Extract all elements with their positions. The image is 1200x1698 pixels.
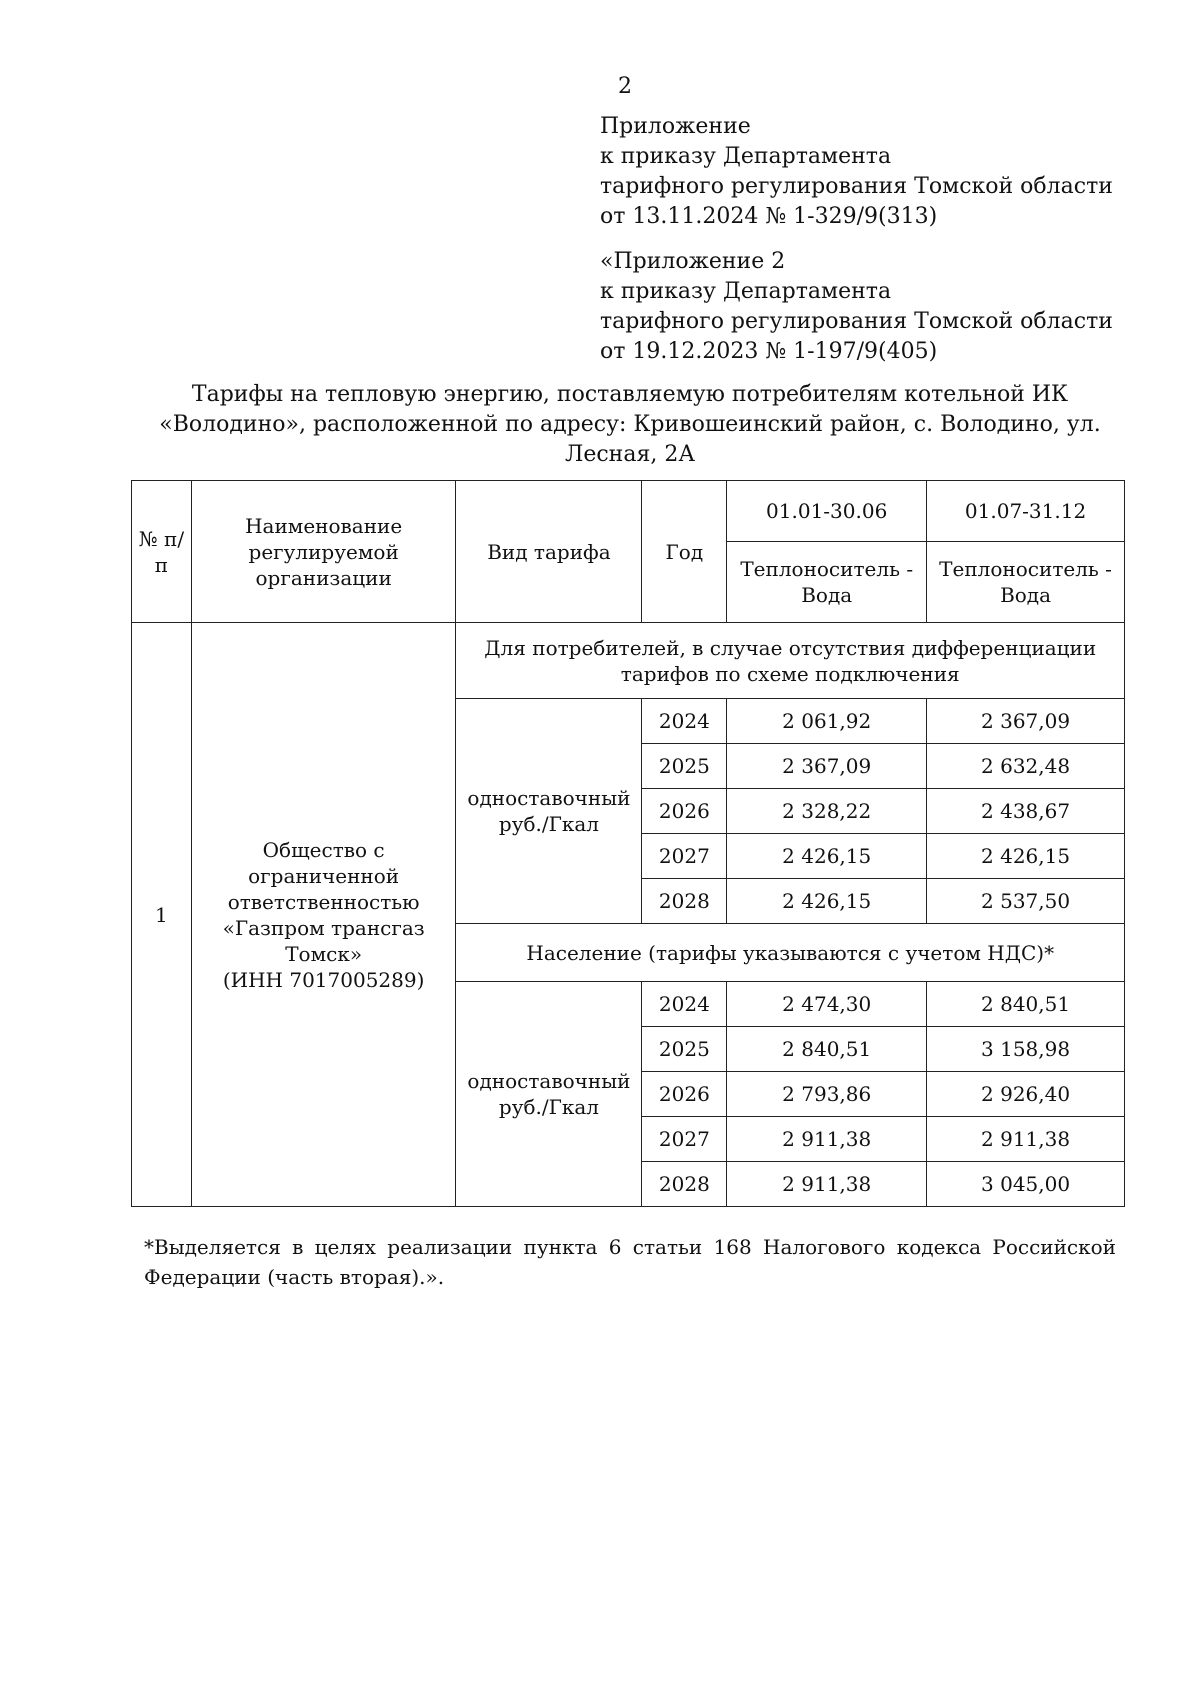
- tariff-value: 2 438,67: [927, 789, 1125, 834]
- tariff-value: 2 840,51: [927, 982, 1125, 1027]
- section-title: Для потребителей, в случае отсутствия дифференциации тарифов по схеме подключения: [456, 623, 1125, 699]
- year-cell: 2024: [642, 982, 727, 1027]
- header-organization: Наименование регулируемой организации: [191, 481, 456, 623]
- organization-line: Томск»: [285, 941, 363, 966]
- tariff-value: 3 158,98: [927, 1027, 1125, 1072]
- header-coolant-2: Теплоноситель - Вода: [927, 542, 1125, 623]
- year-cell: 2028: [642, 879, 727, 924]
- organization-line: Общество с: [262, 837, 385, 862]
- appendix-line: Приложение: [600, 114, 751, 139]
- year-cell: 2025: [642, 1027, 727, 1072]
- tariff-value: 2 793,86: [727, 1072, 927, 1117]
- organization-name: [191, 623, 456, 1207]
- page-number: 2: [618, 74, 632, 99]
- tariff-value: 2 911,38: [927, 1117, 1125, 1162]
- appendix-line: от 19.12.2023 № 1-197/9(405): [600, 339, 938, 364]
- tariff-value: 3 045,00: [927, 1162, 1125, 1207]
- header-period-1: 01.01-30.06: [727, 481, 927, 542]
- year-cell: 2025: [642, 744, 727, 789]
- tariff-value: 2 367,09: [727, 744, 927, 789]
- tariff-value: 2 840,51: [727, 1027, 927, 1072]
- tariff-value: 2 367,09: [927, 699, 1125, 744]
- tariff-type-cell: одноставочный руб./Гкал: [456, 982, 642, 1207]
- organization-line: «Газпром трансгаз: [222, 915, 425, 940]
- tariff-value: 2 426,15: [727, 834, 927, 879]
- tariff-value: 2 632,48: [927, 744, 1125, 789]
- header-coolant-1: Теплоноситель - Вода: [727, 542, 927, 623]
- tariff-value: 2 537,50: [927, 879, 1125, 924]
- tariff-value: 2 061,92: [727, 699, 927, 744]
- appendix-line: «Приложение 2: [600, 249, 786, 274]
- tariff-value: 2 911,38: [727, 1162, 927, 1207]
- tariff-value: 2 474,30: [727, 982, 927, 1027]
- appendix-header-current: [600, 112, 1140, 232]
- appendix-header-original: [600, 247, 1140, 367]
- header-tariff-type: Вид тарифа: [456, 481, 642, 623]
- section-title: Население (тарифы указываются с учетом НДС)*: [456, 924, 1125, 982]
- row-number: 1: [132, 623, 192, 1207]
- header-number: № п/п: [132, 481, 192, 623]
- appendix-line: от 13.11.2024 № 1-329/9(313): [600, 204, 938, 229]
- tariff-table: [131, 480, 1125, 1207]
- tariff-value: 2 426,15: [727, 879, 927, 924]
- year-cell: 2026: [642, 1072, 727, 1117]
- appendix-line: к приказу Департамента: [600, 279, 892, 304]
- organization-line: (ИНН 7017005289): [222, 967, 425, 992]
- tariff-value: 2 911,38: [727, 1117, 927, 1162]
- appendix-line: к приказу Департамента: [600, 144, 892, 169]
- organization-line: ограниченной: [248, 863, 400, 888]
- header-year: Год: [642, 481, 727, 623]
- tariff-type-cell: одноставочный руб./Гкал: [456, 699, 642, 924]
- footnote: *Выделяется в целях реализации пункта 6 статьи 168 Налогового кодекса Российской Федерации (часть вторая).».: [144, 1235, 1116, 1289]
- tariff-value: 2 426,15: [927, 834, 1125, 879]
- appendix-line: тарифного регулирования Томской области: [600, 174, 1113, 199]
- year-cell: 2027: [642, 834, 727, 879]
- year-cell: 2027: [642, 1117, 727, 1162]
- tariff-value: 2 926,40: [927, 1072, 1125, 1117]
- header-period-2: 01.07-31.12: [927, 481, 1125, 542]
- year-cell: 2024: [642, 699, 727, 744]
- tariff-value: 2 328,22: [727, 789, 927, 834]
- year-cell: 2026: [642, 789, 727, 834]
- appendix-line: тарифного регулирования Томской области: [600, 309, 1113, 334]
- organization-line: ответственностью: [227, 889, 420, 914]
- year-cell: 2028: [642, 1162, 727, 1207]
- document-title: Тарифы на тепловую энергию, поставляемую потребителям котельной ИК «Володино», расположенной по адресу: Кривошеинский район, с. Володино, ул. Лесная, 2А: [159, 382, 1101, 467]
